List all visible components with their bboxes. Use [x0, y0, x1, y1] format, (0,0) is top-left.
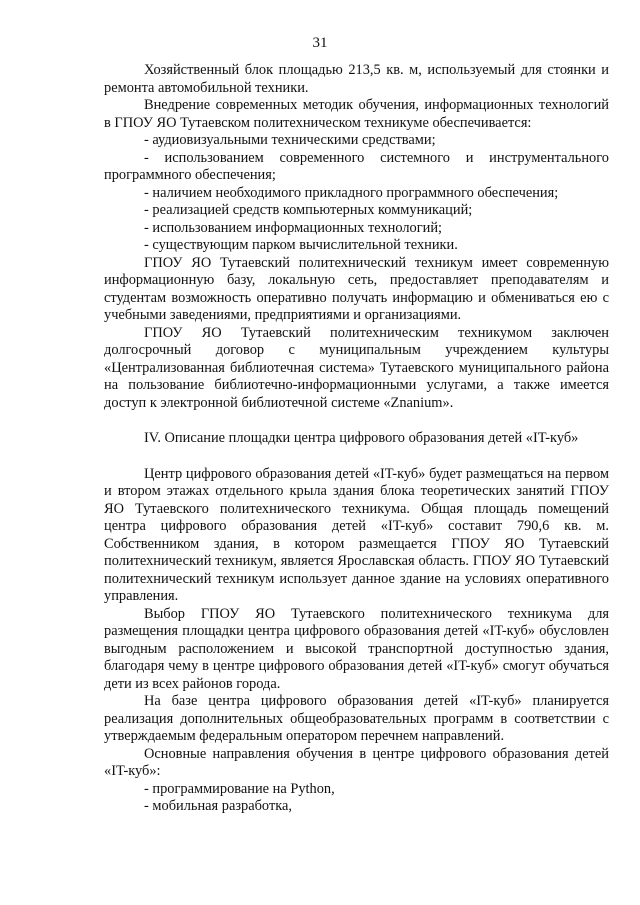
- list-item: - аудиовизуальными техническими средствами;: [144, 132, 436, 148]
- list-item: - реализацией средств компьютерных коммуникаций;: [144, 202, 473, 218]
- page-content: [104, 62, 609, 816]
- paragraph-programs: На базе центра цифрового образования детей «IT-куб» планируется реализация дополнительных общеобразовательных программ в соответствии с утверждаемым федеральным оператором перечнем направлений.: [104, 693, 609, 744]
- list-training-directions: [104, 781, 609, 816]
- paragraph-site-choice: Выбор ГПОУ ЯО Тутаевского политехнического техникума для размещения площадки центра цифрового образования детей «IT-куб» обусловлен выгодным расположением и высокой транспортной доступностью здания, благодаря чему в центре цифрового образования детей «IT-куб» смогут обучаться дети из всех районов города.: [104, 605, 609, 692]
- list-provision-means: [104, 132, 609, 255]
- paragraph-center-location: Центр цифрового образования детей «IT-куб» будет размещаться на первом и втором этажах отдельного крыла здания блока теоретических занятий ГПОУ ЯО Тутаевского политехнического техникума. Общая площадь помещений центра цифрового образования детей «IT-куб» составит 790,6 кв. м. Собственником здания, в котором размещается ГПОУ ЯО Тутаевский политехнический техникум, является Ярославская область. ГПОУ ЯО Тутаевский политехнический техникум использует данное здание на условиях оперативного управления.: [104, 465, 609, 604]
- list-item: - существующим парком вычислительной техники.: [144, 237, 458, 253]
- list-item: - использованием современного системного и инструментального программного обеспечения;: [104, 149, 609, 183]
- list-item: - использованием информационных технологий;: [144, 219, 443, 236]
- paragraph-directions: Основные направления обучения в центре цифрового образования детей «IT-куб»:: [104, 745, 609, 779]
- section-heading: IV. Описание площадки центра цифрового образования детей «IT-куб»: [144, 430, 579, 446]
- paragraph-implementation-methods: Внедрение современных методик обучения, информационных технологий в ГПОУ ЯО Тутаевском политехническом техникуме обеспечивается:: [104, 97, 609, 131]
- paragraph-information-base: ГПОУ ЯО Тутаевский политехнический техникум имеет современную информационную базу, локальную сеть, предоставляет преподавателям и студентам возможность оперативно получать информацию и обмениваться ею с учебными заведениями, предприятиями и организациями.: [104, 254, 609, 323]
- list-item: - программирование на Python,: [144, 780, 335, 797]
- paragraph-library-agreement: ГПОУ ЯО Тутаевский политехническим техникумом заключен долгосрочный договор с муниципальным учреждением культуры «Централизованная библиотечная система» Тутаевского муниципального района на пользование библиотечно-информационными услугами, а также имеется доступ к электронной библиотечной системе «Znanium».: [104, 324, 609, 411]
- paragraph-utility-block: Хозяйственный блок площадью 213,5 кв. м, используемый для стоянки и ремонта автомобильной техники.: [104, 62, 609, 96]
- page-number: 31: [312, 35, 328, 51]
- list-item: - наличием необходимого прикладного программного обеспечения;: [144, 184, 559, 201]
- list-item: - мобильная разработка,: [144, 798, 292, 814]
